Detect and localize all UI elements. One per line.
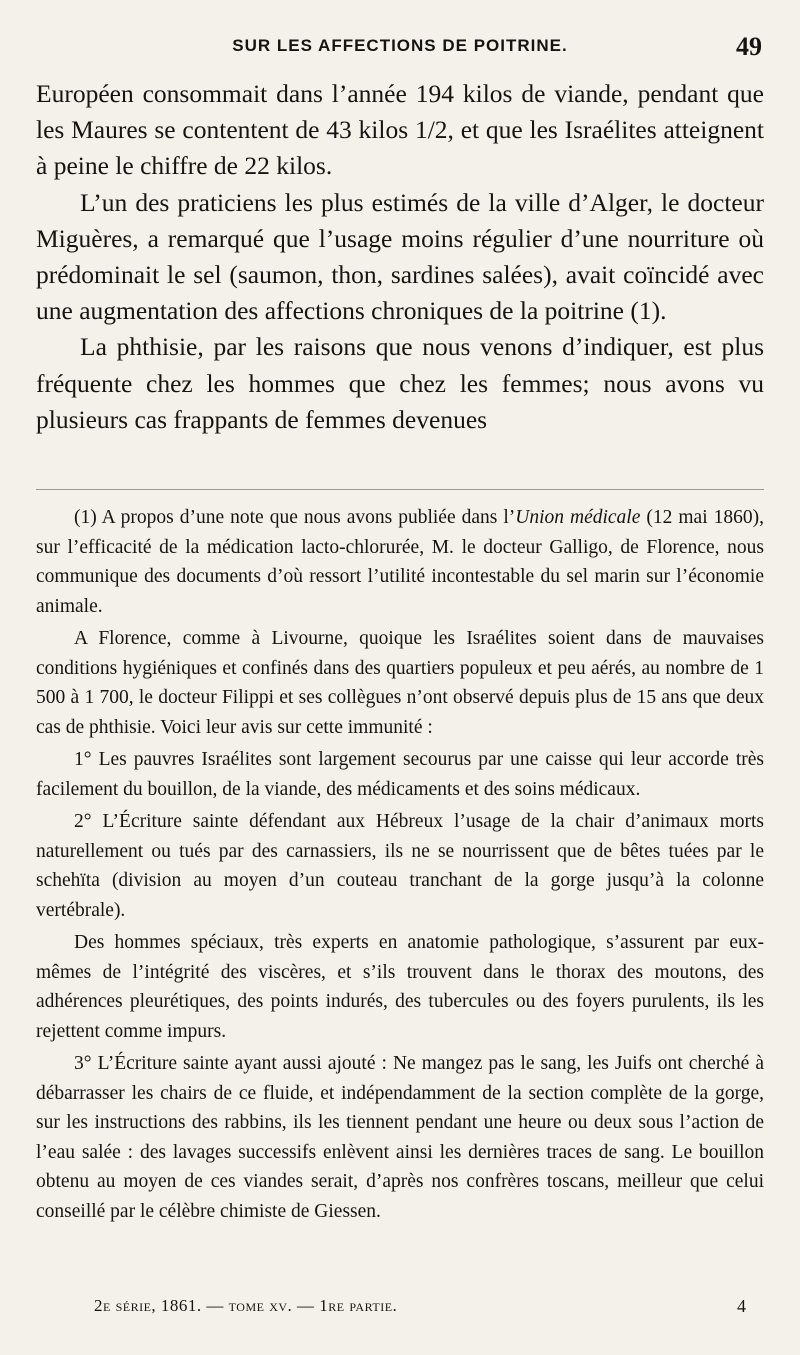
page-header	[36, 32, 764, 66]
footnote-paragraph: 2° L’Écriture sainte défendant aux Hébreux l’usage de la chair d’animaux morts naturellement ou tués par des carnassiers, ils ne se nourrissent que de bêtes tuées par le schehïta (division au moyen d’un couteau tranchant de la gorge jusqu’à la colonne vertébrale).	[36, 811, 764, 921]
footnote	[36, 503, 764, 1226]
footnote-paragraph: A Florence, comme à Livourne, quoique les Israélites soient dans de mauvaises conditions hygiéniques et confinés dans des quartiers populeux et peu aérés, au nombre de 1 500 à 1 700, le docteur Filippi et ses collègues n’ont observé depuis plus de 15 ans que deux cas de phthisie. Voici leur avis sur cette immunité :	[36, 628, 764, 738]
main-paragraph: La phthisie, par les raisons que nous venons d’indiquer, est plus fréquente chez les hommes que chez les femmes; nous avons vu plusieurs cas frappants de femmes devenues	[36, 332, 764, 434]
journal-title: Union médicale	[515, 507, 641, 528]
main-text	[36, 76, 764, 438]
page-number: 49	[736, 32, 762, 61]
footnote-intro-text: (1) A propos d’une note que nous avons publiée dans l’	[74, 507, 516, 528]
footnote-intro-rest: (12 mai 1860), sur l’efficacité de la médication lacto-chlorurée, M. le docteur Galligo, de Florence, nous communique des documents d’où ressort l’utilité incontestable du sel marin sur l’économie animale.	[36, 507, 764, 617]
footnote-paragraph: 1° Les pauvres Israélites sont largement secourus par une caisse qui leur accorde très facilement du bouillon, de la viande, des médicaments et des soins médicaux.	[36, 749, 764, 800]
footnote-separator	[36, 489, 764, 490]
footnote-intro	[36, 503, 764, 621]
main-paragraph: L’un des praticiens les plus estimés de la ville d’Alger, le docteur Miguères, a remarqué que l’usage moins régulier d’une nourriture où prédominait le sel (saumon, thon, sardines salées), avait coïncidé avec une augmentation des affections chroniques de la poitrine (1).	[36, 187, 764, 326]
main-paragraph: Européen consommait dans l’année 194 kilos de viande, pendant que les Maures se contentent de 43 kilos 1/2, et que les Israélites atteignent à peine le chiffre de 22 kilos.	[36, 79, 764, 181]
footnote-paragraph: 3° L’Écriture sainte ayant aussi ajouté : Ne mangez pas le sang, les Juifs ont cherché à débarrasser les chairs de ce fluide, et indépendamment de la section complète de la gorge, sur les instructions des rabbins, ils les tiennent pendant une heure ou deux sous l’action de l’eau salée : des lavages successifs enlèvent ainsi les dernières traces de sang. Le bouillon obtenu au moyen de ces viandes serait, d’après nos confrères toscans, meilleur que celui conseillé par le célèbre chimiste de Giessen.	[36, 1053, 764, 1222]
signature-line: 2e série, 1861. — tome xv. — 1re partie.	[94, 1296, 398, 1315]
running-title: SUR LES AFFECTIONS DE POITRINE.	[232, 36, 568, 55]
sheet-number: 4	[737, 1296, 746, 1316]
page-footer	[36, 1296, 764, 1320]
footnote-paragraph: Des hommes spéciaux, très experts en anatomie pathologique, s’assurent par eux-mêmes de l’intégrité des viscères, et s’ils trouvent dans le thorax des moutons, des adhérences pleurétiques, des points indurés, des tubercules ou des foyers purulents, ils les rejettent comme impurs.	[36, 932, 764, 1042]
